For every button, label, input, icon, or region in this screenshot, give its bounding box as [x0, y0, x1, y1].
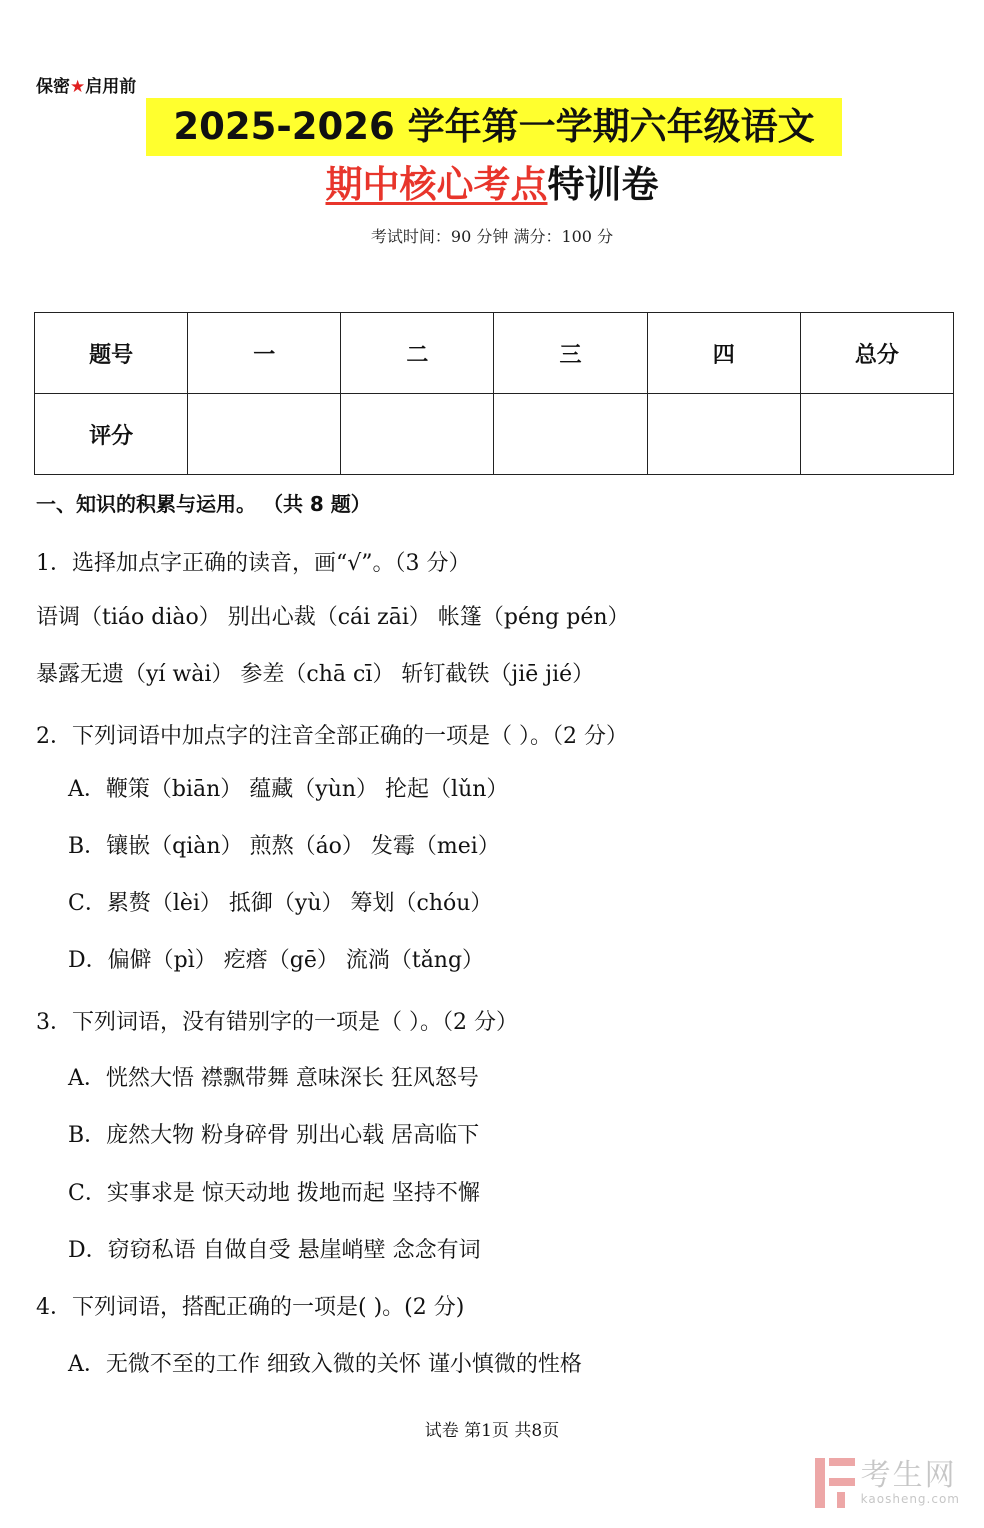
title-line-2 — [0, 158, 984, 212]
question-3-option: A．恍然大悟 襟飘带舞 意味深长 狂风怒号 — [68, 1066, 479, 1091]
question-3-option: B．庞然大物 粉身碎骨 别出心载 居高临下 — [68, 1123, 480, 1148]
score-input-cell[interactable] — [800, 394, 953, 475]
score-table-cell: 二 — [341, 313, 494, 394]
score-table — [34, 312, 954, 475]
score-table-cell: 总分 — [800, 313, 953, 394]
page-footer: 试卷 第1页 共8页 — [424, 1421, 560, 1441]
score-table-header-row — [35, 313, 954, 394]
kaosheng-logo-icon — [815, 1458, 855, 1508]
score-table-cell: 三 — [494, 313, 647, 394]
score-input-cell[interactable] — [341, 394, 494, 475]
confidential-label: 保密★启用前 — [36, 77, 137, 97]
watermark-title: 考生网 — [860, 1458, 957, 1493]
question-3-stem: 3．下列词语，没有错别字的一项是（ ）。（2 分） — [36, 1010, 518, 1035]
watermark-url: kaosheng.com — [860, 1492, 960, 1506]
question-2-option: C．累赘（lèi） 抵御（yù） 筹划（chóu） — [68, 891, 493, 916]
score-table-score-row — [35, 394, 954, 475]
question-2-option: D．偏僻（pì） 疙瘩（gē） 流淌（tǎng） — [68, 948, 485, 973]
score-table-cell: 一 — [188, 313, 341, 394]
title-line-1: 2025-2026 学年第一学期六年级语文 — [146, 98, 842, 156]
score-input-cell[interactable] — [188, 394, 341, 475]
star-icon: ★ — [70, 77, 86, 97]
watermark — [815, 1458, 960, 1508]
title-suffix: 特训卷 — [547, 163, 659, 206]
question-3-option: D．窃窃私语 自做自受 悬崖峭壁 念念有词 — [68, 1238, 481, 1263]
section-heading: 一、知识的积累与运用。 （共 8 题） — [36, 492, 371, 516]
question-2-option: A．鞭策（biān） 蕴藏（yùn） 抡起（lǔn） — [68, 777, 509, 802]
question-1-line: 语调（tiáo diào） 别出心裁（cái zāi） 帐篷（péng pén） — [36, 605, 630, 630]
score-table-cell: 四 — [647, 313, 800, 394]
score-input-cell[interactable] — [494, 394, 647, 475]
exam-info: 考试时间：90 分钟 满分：100 分 — [370, 227, 614, 246]
score-table-cell: 题号 — [35, 313, 188, 394]
title-highlight: 期中核心考点 — [325, 163, 548, 206]
score-table-label: 评分 — [35, 394, 188, 475]
question-3-option: C．实事求是 惊天动地 拨地而起 坚持不懈 — [68, 1181, 480, 1206]
question-1-line: 暴露无遗（yí wài） 参差（chā cī） 斩钉截铁（jiē jié） — [36, 662, 595, 687]
score-input-cell[interactable] — [647, 394, 800, 475]
question-2-stem: 2．下列词语中加点字的注音全部正确的一项是（ ）。（2 分） — [36, 724, 628, 749]
question-4-stem: 4．下列词语，搭配正确的一项是( )。(2 分) — [36, 1295, 465, 1320]
question-4-option: A．无微不至的工作 细致入微的关怀 谨小慎微的性格 — [68, 1352, 582, 1377]
question-1-stem: 1．选择加点字正确的读音，画“√”。（3 分） — [36, 551, 471, 576]
question-2-option: B．镶嵌（qiàn） 煎熬（áo） 发霉（mei） — [68, 834, 500, 859]
